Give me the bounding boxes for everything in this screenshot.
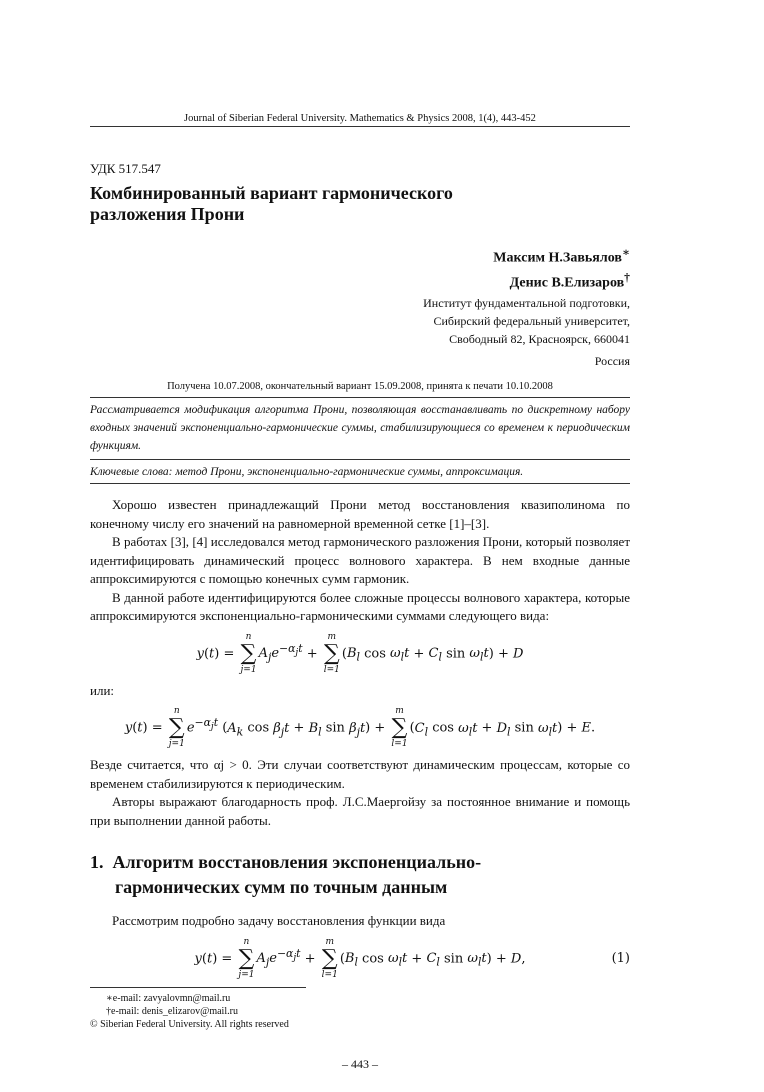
equation: y(t) = n ∑ j=1 $A_je^{-\alpha_jt}$ + m ∑ l=1 ($B_l$ $\cos \omega_lt + C_l$ $\sin \omega_lt) + D$ (196, 631, 524, 675)
paper-title (90, 183, 630, 225)
affiliation-line: Сибирский федеральный университет, (433, 314, 630, 329)
copyright: © Siberian Federal University. All rights reserved (90, 1018, 289, 1030)
footnote-mark: † (624, 270, 630, 284)
paragraph: Рассмотрим подробно задачу восстановления функции вида (112, 913, 446, 929)
paragraph: Авторы выражают благодарность проф. Л.С.Маергойзу за постоянное внимание и помощь при выполнении данной работы. (90, 794, 630, 828)
section-number: 1. (90, 852, 104, 873)
author-name: Максим Н.Завьялов (493, 250, 622, 266)
section-title-line: Алгоритм восстановления экспоненциально- (112, 852, 482, 873)
authors (90, 243, 630, 292)
rule (90, 483, 630, 484)
equation-1: y(t) = n ∑ j=1 $A_je^{-\alpha_jt}$ + m ∑ l=1 ($B_l$ $\cos \omega_lt + C_l$ $\sin \omega_lt) + D$, (1) (194, 936, 630, 980)
affiliation (90, 294, 630, 370)
udk-code: УДК 517.547 (90, 161, 161, 176)
header-rule (90, 126, 630, 127)
section-intro (90, 912, 630, 931)
equation: y(t) = n ∑ j=1 $e^{-\alpha_jt}$ ($A_k$ $\cos \beta_jt + B_l$ $\sin \beta_jt$) + m ∑ l=1 ($C_l$ $\cos \omega_lt + D_l$ $\sin \omega_lt) + E$. (124, 706, 596, 750)
affiliation-line: Институт фундаментальной подготовки, (423, 296, 630, 311)
footnote-rule (90, 987, 306, 988)
footnotes (90, 992, 630, 1031)
author (90, 243, 630, 268)
body-text (90, 756, 630, 830)
equation-number: (1) (611, 950, 630, 966)
abstract: Рассматривается модификация алгоритма Прони, позволяющая восстанавливать по дискретному набору входных значений экспоненциально-гармонические суммы, стабилизирующиеся со временем к периодическим функциям. (90, 404, 630, 453)
paragraph: В данной работе идентифицируются более сложные процессы волнового характера, которые аппроксимируются экспоненциально-гармоническими суммами следующего вида: (90, 589, 630, 624)
page-number: – 443 – (342, 1056, 378, 1071)
affiliation-line: Свободный 82, Красноярск, 660041 (449, 332, 630, 347)
introduction (90, 496, 630, 626)
title-line: разложения Прони (90, 204, 245, 224)
section-heading (90, 850, 630, 900)
footnote: ∗e-mail: zavyalovmn@mail.ru (106, 992, 231, 1004)
footnote-mark: ∗ (621, 246, 630, 259)
running-header: Journal of Siberian Federal University. Mathematics & Physics 2008, 1(4), 443-452 (184, 113, 536, 124)
author (90, 268, 630, 293)
footnote: †e-mail: denis_elizarov@mail.ru (106, 1005, 238, 1017)
paragraph: В работах [3], [4] исследовался метод гармонического разложения Прони, который позволяет идентифицировать динамический процесс волнового характера. В нем входные данные аппроксимируются с помощью конечных сумм гармоник. (90, 534, 630, 587)
title-line: Комбинированный вариант гармонического (90, 183, 453, 203)
section-title-line: гармонических сумм по точным данным (115, 877, 448, 898)
paragraph: Хорошо известен принадлежащий Прони метод восстановления квазиполинома по конечному числу его значений на равномерной временной сетке [1]–[3]. (90, 497, 630, 531)
or-text: или: (90, 682, 115, 698)
paragraph: Везде считается, что αj > 0. Эти случаи соответствуют динамическим процессам, которые со временем стабилизируются к периодическим. (90, 757, 630, 791)
keywords: Ключевые слова: метод Прони, экспоненциально-гармонические суммы, аппроксимация. (90, 466, 524, 479)
received-dates: Получена 10.07.2008, окончательный вариант 15.09.2008, принята к печати 10.10.2008 (167, 381, 553, 393)
author-name: Денис В.Елизаров (509, 275, 625, 291)
affiliation-line: Россия (594, 354, 630, 369)
